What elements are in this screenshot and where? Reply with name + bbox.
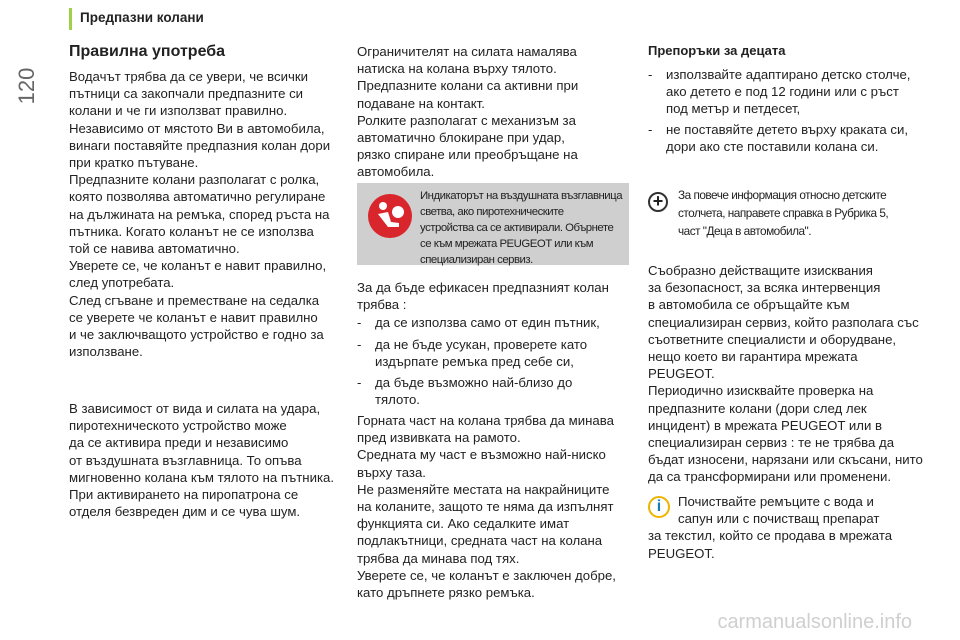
text-line: издърпате ремъка пред себе си, <box>375 354 574 370</box>
text-line: да се активира преди и независимо <box>69 435 289 451</box>
text-line: За повече информация относно детските <box>678 188 887 202</box>
text-line: бъдат износени, нарязани или скъсани, нито <box>648 452 923 468</box>
text-line: Ограничителят на силата намалява <box>357 44 577 59</box>
col2-bullet-2: - да не бъде усукан, проверете като издърпате ремъка пред себе си, <box>357 336 629 370</box>
text-line: върху таза. <box>357 464 426 480</box>
col1-paragraph-2 <box>69 400 334 520</box>
text-line: дори ако сте поставили колана си. <box>666 139 879 155</box>
text-line: Не разменяйте местата на накрайниците <box>357 481 610 497</box>
text-line: използвайте адаптирано детско столче, <box>666 67 911 82</box>
heading-children: Препоръки за децата <box>648 43 786 58</box>
text-line: Съобразно действащите изисквания <box>648 263 873 278</box>
airbag-warning-icon <box>366 192 414 240</box>
col3-bullet-2: - не поставяйте детето върху краката си, дори ако сте поставили колана си. <box>648 121 948 155</box>
info-icon: i <box>648 496 670 518</box>
text-line: трябва : <box>357 297 407 313</box>
text-line: специализиран сервиз. <box>420 254 533 266</box>
text-line: под метър и петдесет, <box>666 101 801 117</box>
watermark: carmanualsonline.info <box>717 611 912 633</box>
text-line: функцията си. Ако седалките имат <box>357 516 570 532</box>
col2-paragraph-1 <box>357 43 578 181</box>
info-note-line-3: за текстил, който се продава в мрежата <box>648 528 893 544</box>
text-line: натиска на колана върху тялото. <box>357 61 557 77</box>
info-note-line-1: Почиствайте ремъците с вода и <box>678 494 874 509</box>
col3-info-note <box>648 493 892 562</box>
text-line: автоматично блокиране при удар, <box>357 130 565 146</box>
text-line: като дръпнете рязко ремъка. <box>357 585 535 601</box>
text-line: При активирането на пиропатрона се <box>69 487 299 503</box>
text-line: да не бъде усукан, проверете като <box>375 337 588 352</box>
text-line: ако детето е под 12 години или с ръст <box>666 84 899 100</box>
text-line: Уверете се, че коланът е заключен добре, <box>357 567 616 583</box>
text-line: подлакътници, средната част на колана <box>357 533 603 549</box>
text-line: не поставяйте детето върху краката си, <box>666 122 909 137</box>
heading-correct-use: Правилна употреба <box>69 43 226 60</box>
airbag-note-text <box>420 188 622 268</box>
text-line: отделя безвреден дим и се чува шум. <box>69 504 301 520</box>
text-line: светва, ако пиротехническите <box>420 206 564 218</box>
text-line: предпазните колани (дори след лек <box>648 400 867 416</box>
text-line: и че заключващото устройство е годно за <box>69 327 324 343</box>
col2-bullet-1: - да се използва само от един пътник, <box>357 314 629 331</box>
text-line: която позволява автоматично регулиране <box>69 189 326 205</box>
text-line: столчета, направете справка в Рубрика 5, <box>678 206 889 220</box>
text-line: пиротехническото устройство може <box>69 418 287 434</box>
text-line: на коланите, защото те няма да изпълнят <box>357 499 614 515</box>
info-note-line-2: сапун или с почистващ препарат <box>678 511 880 527</box>
text-line: тялото. <box>375 392 420 408</box>
text-line: да се използва само от един пътник, <box>375 315 600 330</box>
text-line: да бъде възможно най-близо до <box>375 375 573 390</box>
text-line: съответните специалисти и оборудване, <box>648 331 897 347</box>
text-line: PEUGEOT. <box>648 366 715 382</box>
text-line: За да бъде ефикасен предпазният колан <box>357 280 609 295</box>
text-line: се уверете че коланът е навит правилно <box>69 309 318 325</box>
text-line: трябва да минава под тях. <box>357 550 520 566</box>
text-line: в автомобила се обръщайте към <box>648 297 850 313</box>
plus-icon: + <box>648 192 668 212</box>
text-line: В зависимост от вида и силата на удара, <box>69 401 321 416</box>
text-line: инцидент) в мрежата PEUGEOT или в <box>648 417 882 433</box>
text-line: рязко спиране или преобръщане на <box>357 147 578 163</box>
col2-intro <box>357 279 609 313</box>
col3-bullet-1: - използвайте адаптирано детско столче, ако детето е под 12 години или с ръст под метър и петдесет, <box>648 66 948 118</box>
text-line: част "Деца в автомобила". <box>678 224 811 238</box>
text-line: Периодично изисквайте проверка на <box>648 383 874 399</box>
text-line: винаги поставяйте предпазния колан дори <box>69 137 331 153</box>
text-line: Уверете се, че коланът е навит правилно, <box>69 258 327 274</box>
header-accent-bar <box>69 8 72 30</box>
text-line: подаване на контакт. <box>357 95 485 111</box>
info-note-line-4: PEUGEOT. <box>648 545 715 561</box>
col1-paragraph-1 <box>69 68 330 360</box>
col3-paragraph-1 <box>648 262 923 486</box>
text-line: Водачът трябва да се увери, че всички <box>69 69 308 84</box>
text-line: използване. <box>69 344 143 360</box>
text-line: Независимо от мястото Ви в автомобила, <box>69 120 325 136</box>
col2-paragraph-2 <box>357 412 616 601</box>
text-line: автомобила. <box>357 164 435 180</box>
col2-bullet-3: - да бъде възможно най-близо до тялото. <box>357 374 629 408</box>
plus-note-text <box>678 186 888 240</box>
text-line: мигновенно колана към тялото на пътника. <box>69 469 334 485</box>
text-line: той се навива автоматично. <box>69 241 240 257</box>
text-line: Предпазните колани разполагат с ролка, <box>69 172 320 188</box>
text-line: на дължината на ремъка, според ръста на <box>69 206 330 222</box>
text-line: да са трансформирани или променени. <box>648 469 892 485</box>
text-line: колани и че ги използват правилно. <box>69 103 288 119</box>
text-line: специализиран сервиз, който разполага със <box>648 314 919 330</box>
text-line: устройства са се активирали. Обърнете <box>420 222 614 234</box>
text-line: пътници са закопчали предпазните си <box>69 86 304 102</box>
page-number: 120 <box>14 67 39 105</box>
text-line: за безопасност, за всяка интервенция <box>648 280 881 296</box>
text-line: Ролките разполагат с механизъм за <box>357 112 576 128</box>
text-line: пред извивката на рамото. <box>357 430 521 446</box>
text-line: Предпазните колани са активни при <box>357 78 579 94</box>
text-line: пътника. Когато коланът не се използва <box>69 223 314 239</box>
text-line: Индикаторът на въздушната възглавница <box>420 190 623 202</box>
text-line: нещо което ви гарантира мрежата <box>648 349 858 365</box>
text-line: след употребата. <box>69 275 175 291</box>
section-title: Предпазни колани <box>80 10 204 25</box>
text-line: от въздушната възглавница. То опъва <box>69 452 302 468</box>
text-line: при кратко пътуване. <box>69 155 199 171</box>
text-line: специализиран сервиз : те не трябва да <box>648 435 895 451</box>
text-line: Горната част на колана трябва да минава <box>357 413 614 428</box>
text-line: Средната му част е възможно най-ниско <box>357 447 606 463</box>
text-line: След сгъване и преместване на седалка <box>69 292 320 308</box>
text-line: се към мрежата PEUGEOT или към <box>420 238 594 250</box>
